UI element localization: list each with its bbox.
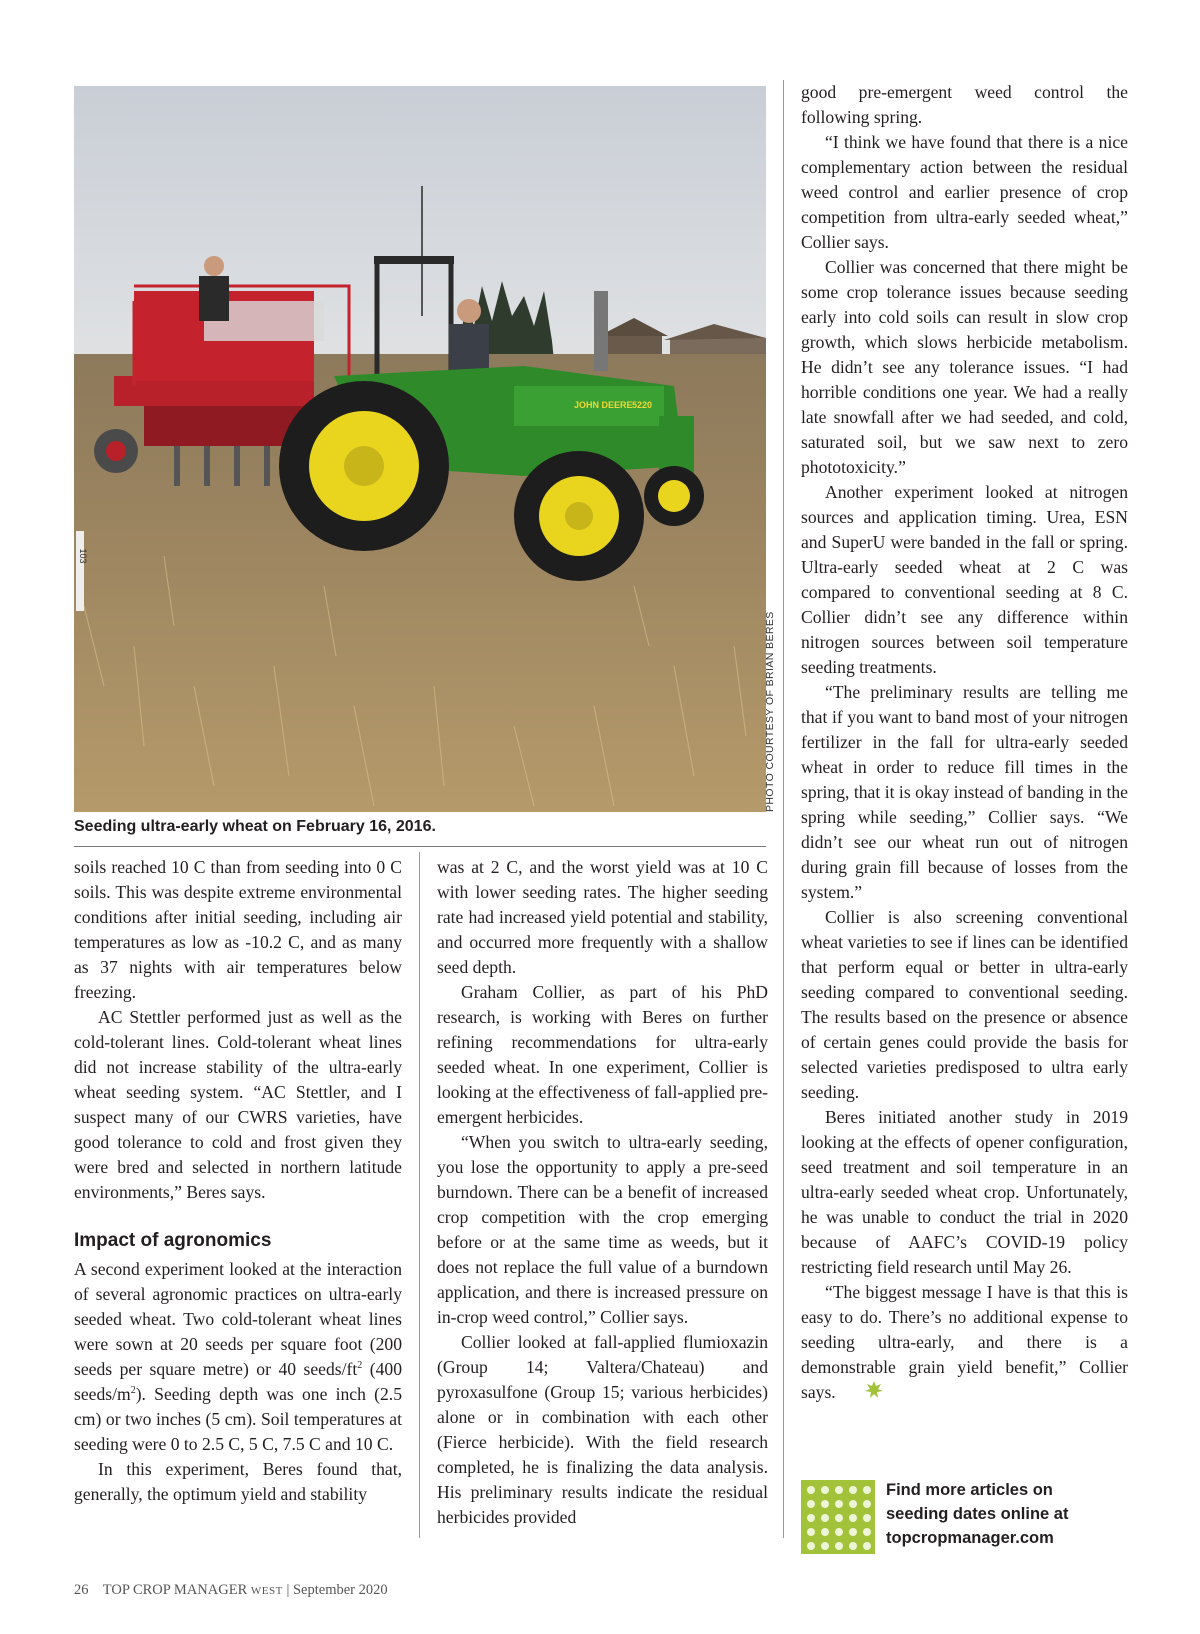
paragraph: AC Stettler performed just as well as the cold-tolerant lines. Cold-tolerant wheat lines did not increase stability of the ultra-early wheat seeding system. “AC Stettler, and I suspect many of our CWRS varieties, have good tolerance to cold and frost given they were bred and selected in northern latitude environments,” Beres says. — [74, 1007, 402, 1202]
paragraph: was at 2 C, and the worst yield was at 10 C with lower seeding rates. The higher seeding rate had increased yield potential and stability, and occurred more frequently with a shallow seed depth. — [437, 857, 768, 977]
edition: WEST — [250, 1585, 283, 1597]
grid-dot — [807, 1528, 815, 1536]
grid-dot — [821, 1528, 829, 1536]
section-heading: Impact of agronomics — [74, 1230, 272, 1251]
grid-dot — [863, 1514, 871, 1522]
leaf-icon — [840, 1380, 884, 1407]
stake-label: 103 — [78, 548, 88, 564]
paragraph: Graham Collier, as part of his PhD research, is working with Beres on further refining recommendations for ultra-early seeded wheat. In one experiment, Collier is looking at the effectiveness of fall-applied pre-emergent herbicides. — [437, 982, 768, 1127]
photo-credit: PHOTO COURTESY OF BRIAN BERES — [764, 611, 776, 812]
grid-dot — [849, 1500, 857, 1508]
grid-dot — [835, 1528, 843, 1536]
grid-dot — [821, 1500, 829, 1508]
column-divider — [419, 852, 420, 1538]
grid-dot — [849, 1486, 857, 1494]
grid-dot — [807, 1500, 815, 1508]
paragraph: Another experiment looked at nitrogen sources and application timing. Urea, ESN and SuperU were banded in the fall or spring. Ultra-early seeded wheat at 2 C was compared to conventional seeding at 8 C. Collier didn’t see any difference within nitrogen sources between soil temperature seeding treatments. — [801, 482, 1128, 677]
grid-dot — [807, 1542, 815, 1550]
tractor-brand: JOHN DEERE — [574, 400, 633, 410]
promo-line: Find more articles on — [886, 1481, 1053, 1499]
paragraph: In this experiment, Beres found that, generally, the optimum yield and stability — [74, 1459, 402, 1504]
page-number: 26 — [74, 1582, 89, 1598]
grid-dot — [849, 1528, 857, 1536]
paragraph: “I think we have found that there is a nice complementary action between the residual weed control and earlier presence of crop competition from ultra-early seeded wheat,” Collier says. — [801, 132, 1128, 252]
article-column-1 — [74, 855, 402, 1507]
caption-divider — [74, 846, 766, 847]
paragraph: Collier was concerned that there might be some crop tolerance issues because seeding early into cold soils can result in slow crop growth, which slows herbicide metabolism. He didn’t see any tolerance issues. “I had horrible conditions one year. We had a really late snowfall after we had seeded, and cold, saturated soil, but we saw next to zero phototoxicity.” — [801, 257, 1128, 477]
grid-dot — [835, 1500, 843, 1508]
paragraph: good pre-emergent weed control the following spring. — [801, 82, 1128, 127]
grid-dot — [863, 1500, 871, 1508]
paragraph: Collier looked at fall-applied flumioxazin (Group 14; Valtera/Chateau) and pyroxasulfone (Group 15; various herbicides) alone or in combination with each other (Fierce herbicide). With the field research completed, he is finalizing the data analysis. His preliminary results indicate the residual herbicides provided — [437, 1332, 768, 1527]
grid-dot — [835, 1542, 843, 1550]
grid-dot — [863, 1542, 871, 1550]
grid-dot — [821, 1486, 829, 1494]
promo-link[interactable] — [886, 1478, 1126, 1550]
article-column-3 — [801, 80, 1128, 1407]
promo-line: seeding dates online at — [886, 1505, 1069, 1523]
dot-grid-icon — [801, 1480, 875, 1554]
grid-dot — [863, 1486, 871, 1494]
paragraph: “When you switch to ultra-early seeding, you lose the opportunity to apply a pre-seed burndown. There can be a benefit of increased crop competition with the crop emerging before or at the same time as weeds, but it does not replace the full value of a burndown application, and there is increased pressure on in-crop weed control,” Collier says. — [437, 1132, 768, 1327]
grid-dot — [807, 1514, 815, 1522]
paragraph: Collier is also screening conventional wheat varieties to see if lines can be identified that perform equal or better in ultra-early seeding compared to conventional seeding. The results based on the presence or absence of certain genes could provide the basis for selected varieties predisposed to ultra early seeding. — [801, 907, 1128, 1102]
paragraph: soils reached 10 C than from seeding into 0 C soils. This was despite extreme environmental conditions after initial seeding, including air temperatures as low as -10.2 C, and as many as 37 nights with air temperatures below freezing. — [74, 857, 402, 1002]
paragraph: “The biggest message I have is that this is easy to do. There’s no additional expense to seeding ultra-early, and there is a demonstrable grain yield benefit,” Collier says. — [801, 1280, 1128, 1407]
paragraph: A second experiment looked at the interaction of several agronomic practices on ultra-early seeded wheat. Two cold-tolerant wheat lines were sown at 20 seeds per square foot (200 seeds per square metre) or 40 seeds/$ft^2$ (400 seeds/$m^2$). Seeding depth was one inch (2.5 cm) or two inches (5 cm). Soil temperatures at seeding were 0 to 2.5 C, 5 C, 7.5 C and 10 C. — [74, 1259, 402, 1454]
photo-caption: Seeding ultra-early wheat on February 16, 2016. — [74, 818, 436, 835]
paragraph: “The preliminary results are telling me that if you want to band most of your nitrogen fertilizer in the fall for ultra-early seeded wheat in order to reduce fill times in the spring, that it is okay instead of banding in the spring while seeding,” Collier says. “We didn’t see our wheat run out of nitrogen during grain fill because of losses from the system.” — [801, 682, 1128, 902]
magazine-name: TOP CROP MANAGER — [102, 1582, 248, 1598]
issue-date: September 2020 — [292, 1582, 388, 1598]
tractor-model: 5220 — [632, 400, 653, 410]
grid-dot — [807, 1486, 815, 1494]
grid-dot — [849, 1514, 857, 1522]
column-divider — [783, 80, 784, 1538]
grid-dot — [835, 1486, 843, 1494]
paragraph: Beres initiated another study in 2019 looking at the effects of opener configuration, seed treatment and soil temperature in an ultra-early seeded wheat crop. Unfortunately, he was unable to conduct the trial in 2020 because of AAFC’s COVID-19 policy restricting field research until May 26. — [801, 1107, 1128, 1277]
tractor-photo — [74, 86, 766, 812]
grid-dot — [835, 1514, 843, 1522]
article-column-2 — [437, 855, 768, 1530]
grid-dot — [821, 1514, 829, 1522]
promo-url[interactable]: topcropmanager.com — [886, 1529, 1054, 1547]
grid-dot — [849, 1542, 857, 1550]
grid-dot — [863, 1528, 871, 1536]
page-footer — [74, 1582, 388, 1599]
footer-separator: | — [286, 1582, 290, 1598]
grid-dot — [821, 1542, 829, 1550]
